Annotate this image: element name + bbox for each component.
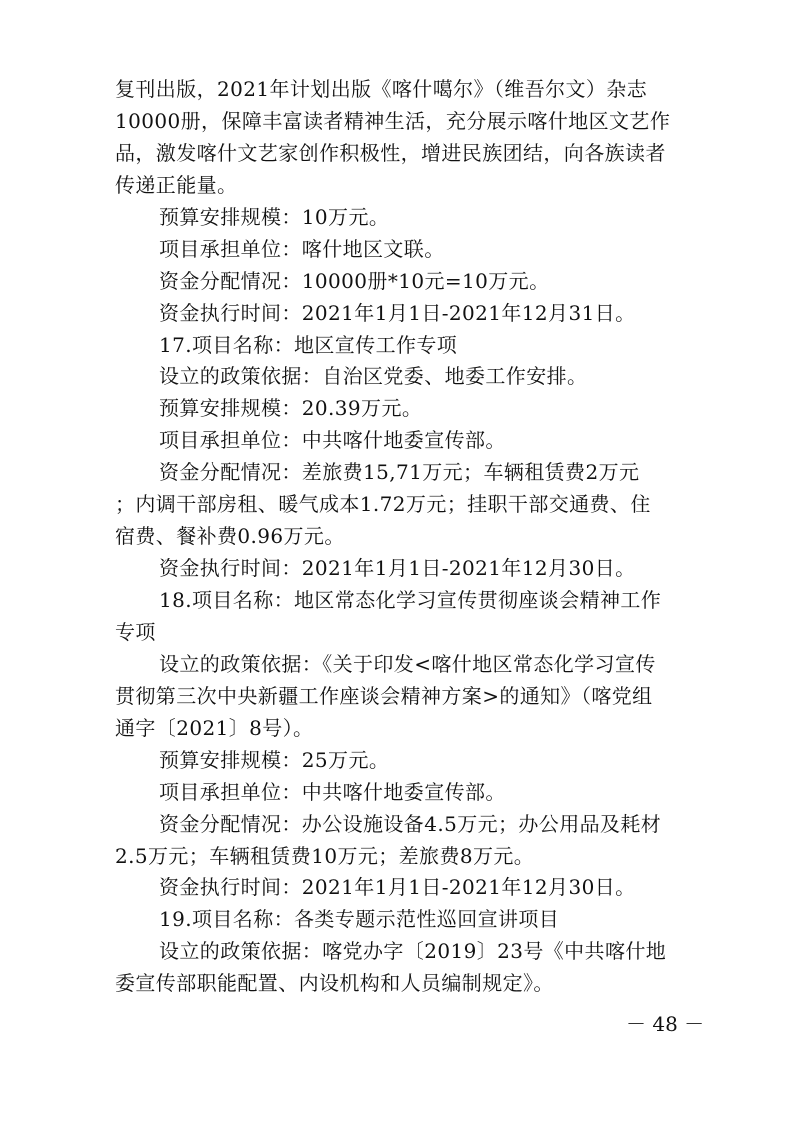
text-line: 10000册，保障丰富读者精神生活，充分展示喀什地区文艺作 xyxy=(115,108,671,133)
text-line: 资金执行时间：2021年1月1日-2021年12月30日。 xyxy=(159,875,636,900)
page-number: － 48 － xyxy=(626,1012,705,1036)
text-line: ；内调干部房租、暖气成本1.72万元；挂职干部交通费、住 xyxy=(115,492,651,517)
section-heading: 18.项目名称：地区常态化学习宣传贯彻座谈会精神工作 xyxy=(159,588,662,612)
text-line: 传递正能量。 xyxy=(115,172,238,197)
text-line: 宿费、餐补费0.96万元。 xyxy=(115,524,345,549)
text-line: 2.5万元；车辆租赁费10万元；差旅费8万元。 xyxy=(115,843,535,868)
text-line: 资金执行时间：2021年1月1日-2021年12月31日。 xyxy=(159,300,636,325)
text-line: 项目承担单位：中共喀什地委宣传部。 xyxy=(159,428,506,453)
section-heading: 19.项目名称：各类专题示范性巡回宣讲项目 xyxy=(159,907,560,932)
text-line: 预算安排规模：20.39万元。 xyxy=(159,396,423,421)
text-line: 设立的政策依据：《关于印发<喀什地区常态化学习宣传 xyxy=(159,651,656,676)
text-line: 资金分配情况：10000册*10元=10万元。 xyxy=(159,268,550,293)
text-line: 项目承担单位：中共喀什地委宣传部。 xyxy=(159,779,506,804)
section-heading: 17.项目名称：地区宣传工作专项 xyxy=(159,332,458,357)
text-line: 预算安排规模：10万元。 xyxy=(159,204,390,229)
text-line: 设立的政策依据：自治区党委、地委工作安排。 xyxy=(159,364,588,389)
text-line: 通字〔2021〕8号）。 xyxy=(115,715,314,740)
text-line: 品，激发喀什文艺家创作积极性，增进民族团结，向各族读者 xyxy=(115,140,666,165)
text-line: 资金分配情况：办公设施设备4.5万元；办公用品及耗材 xyxy=(159,811,662,836)
text-line: 复刊出版，2021年计划出版《喀什噶尔》（维吾尔文）杂志 xyxy=(115,77,648,101)
text-line: 项目承担单位：喀什地区文联。 xyxy=(159,236,445,261)
text-line: 贯彻第三次中央新疆工作座谈会精神方案>的通知》（喀党组 xyxy=(115,683,653,708)
text-line: 资金执行时间：2021年1月1日-2021年12月30日。 xyxy=(159,556,636,581)
text-line: 资金分配情况：差旅费15,71万元；车辆租赁费2万元 xyxy=(159,460,640,485)
section-heading-continued: 专项 xyxy=(115,619,156,644)
text-line: 委宣传部职能配置、内设机构和人员编制规定》。 xyxy=(115,971,554,996)
text-line: 设立的政策依据：喀党办字〔2019〕23号《中共喀什地 xyxy=(159,939,667,964)
document-body xyxy=(115,74,680,1000)
text-line: 预算安排规模：25万元。 xyxy=(159,747,390,772)
